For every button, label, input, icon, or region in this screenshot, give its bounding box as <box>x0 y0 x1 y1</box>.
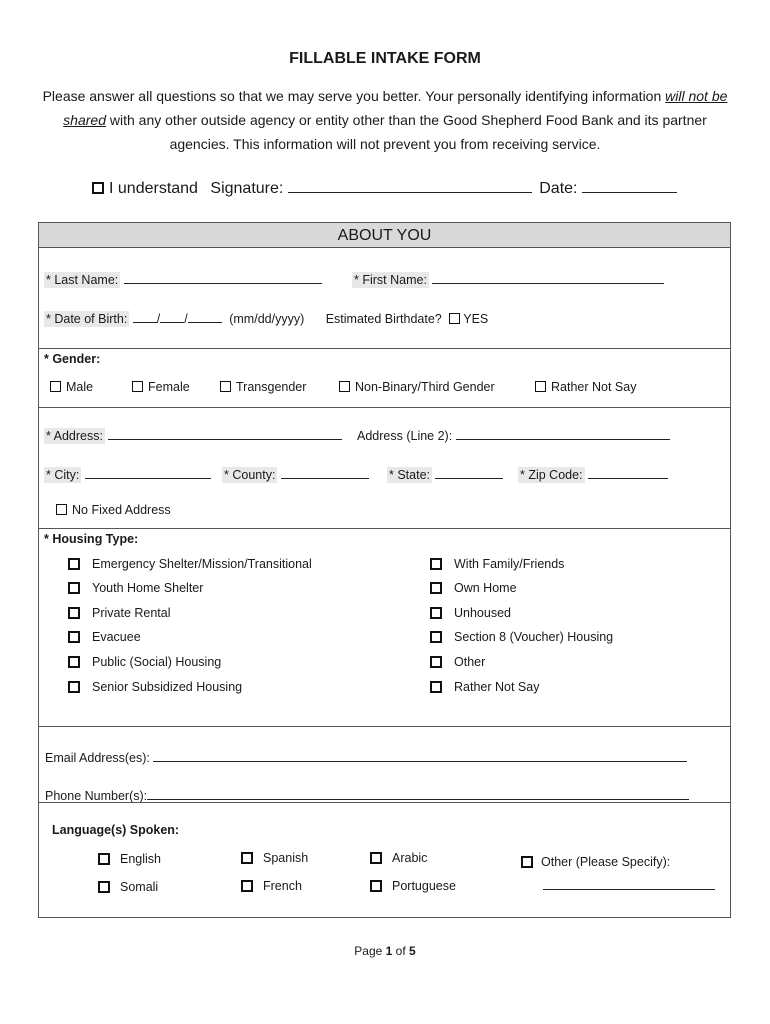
gender-option-label: Male <box>66 380 94 394</box>
state-field[interactable] <box>435 465 503 479</box>
address2-row <box>357 426 670 443</box>
first-name-row <box>352 270 664 287</box>
language-option-label: Portuguese <box>392 879 456 893</box>
state-label: * State: <box>389 468 430 482</box>
checkbox[interactable] <box>430 681 442 693</box>
language-label: Language(s) Spoken: <box>52 823 180 837</box>
housing-option-label: Unhoused <box>454 606 511 620</box>
language-other-label: Other (Please Specify): <box>541 855 671 869</box>
housing-label: * Housing Type: <box>44 532 139 546</box>
housing-option[interactable] <box>430 630 613 644</box>
first-name-label: * First Name: <box>354 273 427 287</box>
housing-option[interactable] <box>430 606 511 620</box>
checkbox[interactable] <box>430 607 442 619</box>
checkbox[interactable] <box>241 880 253 892</box>
address-label: * Address: <box>46 429 103 443</box>
zip-label: * Zip Code: <box>520 468 583 482</box>
dob-day-field[interactable] <box>160 309 184 323</box>
page-word: Page <box>354 944 383 958</box>
housing-option[interactable] <box>68 680 242 694</box>
housing-option-label: Emergency Shelter/Mission/Transitional <box>92 557 312 571</box>
no-fixed-address-label: No Fixed Address <box>72 503 171 517</box>
gender-option-label: Female <box>148 380 190 394</box>
gender-label: * Gender: <box>44 352 101 366</box>
checkbox[interactable] <box>521 856 533 868</box>
page-number: 1 <box>385 944 393 958</box>
phone-label: Phone Number(s): <box>45 789 148 803</box>
housing-option[interactable] <box>68 557 312 571</box>
intro-paragraph <box>40 84 730 156</box>
phone-field[interactable] <box>147 786 689 800</box>
housing-option-label: With Family/Friends <box>454 557 565 571</box>
consent-row <box>92 179 677 198</box>
divider <box>38 528 731 529</box>
email-field[interactable] <box>153 748 687 762</box>
county-row <box>222 465 369 482</box>
address2-label: Address (Line 2): <box>357 429 453 443</box>
last-name-label: * Last Name: <box>46 273 119 287</box>
housing-option[interactable] <box>68 606 171 620</box>
checkbox[interactable] <box>98 881 110 893</box>
checkbox[interactable] <box>68 681 80 693</box>
email-label: Email Address(es): <box>45 751 150 765</box>
no-fixed-address-option[interactable] <box>56 503 171 517</box>
understand-label: I understand <box>109 180 198 197</box>
housing-option[interactable] <box>68 655 221 669</box>
checkbox[interactable] <box>68 607 80 619</box>
language-option-label: English <box>120 852 161 866</box>
county-field[interactable] <box>281 465 369 479</box>
housing-option-label: Senior Subsidized Housing <box>92 680 243 694</box>
checkbox[interactable] <box>370 880 382 892</box>
checkbox[interactable] <box>98 853 110 865</box>
intro-emphasis: will not be shared <box>63 88 728 128</box>
housing-option-label: Rather Not Say <box>454 680 540 694</box>
last-name-field[interactable] <box>124 270 322 284</box>
intro-text-1: Please answer all questions so that we may serve you better. Your personally identifying information <box>42 88 662 104</box>
signature-label: Signature: <box>210 180 284 197</box>
language-option[interactable] <box>370 851 427 865</box>
checkbox[interactable] <box>535 381 546 392</box>
understand-checkbox[interactable] <box>92 182 104 194</box>
checkbox[interactable] <box>370 852 382 864</box>
gender-option-female[interactable] <box>132 380 190 394</box>
gender-option-label: Rather Not Say <box>551 380 637 394</box>
first-name-field[interactable] <box>432 270 664 284</box>
housing-option-label: Youth Home Shelter <box>92 581 204 595</box>
housing-option[interactable] <box>430 581 517 595</box>
gender-option-nonbinary[interactable] <box>339 380 495 394</box>
language-option-label: French <box>263 879 302 893</box>
about-you-header: ABOUT YOU <box>39 223 730 248</box>
address-field[interactable] <box>108 426 342 440</box>
form-title: FILLABLE INTAKE FORM <box>289 50 481 67</box>
of-word: of <box>395 944 406 958</box>
city-row <box>44 465 211 482</box>
date-field[interactable] <box>582 179 677 193</box>
email-row <box>45 748 687 765</box>
intro-text-2: with any other outside agency or entity other than the Good Shepherd Food Bank and its partner agencies. This information will not prevent you from receiving service. <box>105 112 707 152</box>
date-label: Date: <box>539 180 578 197</box>
language-option[interactable] <box>370 879 456 893</box>
checkbox[interactable] <box>430 631 442 643</box>
gender-option-label: Transgender <box>236 380 307 394</box>
housing-option-label: Other <box>454 655 486 669</box>
state-row <box>387 465 503 482</box>
housing-option[interactable] <box>430 557 564 571</box>
housing-option-label: Private Rental <box>92 606 171 620</box>
checkbox[interactable] <box>68 656 80 668</box>
housing-option-label: Evacuee <box>92 630 141 644</box>
gender-option-transgender[interactable] <box>220 380 306 394</box>
checkbox[interactable] <box>132 381 143 392</box>
city-field[interactable] <box>85 465 211 479</box>
language-option[interactable] <box>98 852 161 866</box>
phone-row <box>45 786 689 803</box>
language-option[interactable] <box>98 880 158 894</box>
checkbox[interactable] <box>50 381 61 392</box>
est-birthdate-yes: YES <box>463 312 489 326</box>
page-indicator <box>0 944 770 958</box>
language-option[interactable] <box>241 879 302 893</box>
divider <box>38 407 731 408</box>
gender-option-male[interactable] <box>50 380 93 394</box>
checkbox[interactable] <box>430 656 442 668</box>
gender-option-rather-not-say[interactable] <box>535 380 636 394</box>
divider <box>38 726 731 727</box>
dob-year-field[interactable] <box>188 309 222 323</box>
housing-option[interactable] <box>430 655 485 669</box>
language-option-label: Somali <box>120 880 159 894</box>
checkbox[interactable] <box>68 582 80 594</box>
housing-option[interactable] <box>430 680 539 694</box>
dob-label: * Date of Birth: <box>46 312 128 326</box>
checkbox[interactable] <box>339 381 350 392</box>
language-other-option[interactable] <box>521 855 670 869</box>
language-option[interactable] <box>241 851 308 865</box>
est-birthdate-label: Estimated Birthdate? <box>325 312 442 326</box>
page-total: 5 <box>409 944 416 958</box>
gender-option-label: Non-Binary/Third Gender <box>355 380 495 394</box>
language-option-label: Spanish <box>263 851 309 865</box>
est-birthdate-checkbox[interactable] <box>449 313 460 324</box>
dob-format: (mm/dd/yyyy) <box>229 312 305 326</box>
last-name-row <box>44 270 322 287</box>
city-label: * City: <box>46 468 80 482</box>
address2-field[interactable] <box>456 426 670 440</box>
checkbox[interactable] <box>430 582 442 594</box>
signature-field[interactable] <box>288 179 532 193</box>
address-row <box>44 426 342 443</box>
dob-row: * Date of Birth: / / (mm/dd/yyyy) Estimated Birthdate? YES <box>44 309 488 326</box>
checkbox[interactable] <box>68 558 80 570</box>
housing-option-label: Section 8 (Voucher) Housing <box>454 630 614 644</box>
checkbox[interactable] <box>241 852 253 864</box>
language-other-field[interactable] <box>543 876 715 890</box>
checkbox[interactable] <box>430 558 442 570</box>
housing-option[interactable] <box>68 581 203 595</box>
divider <box>38 802 731 803</box>
dob-month-field[interactable] <box>133 309 157 323</box>
zip-row <box>518 465 668 482</box>
checkbox[interactable] <box>56 504 67 515</box>
housing-option-label: Public (Social) Housing <box>92 655 222 669</box>
housing-option[interactable] <box>68 630 141 644</box>
county-label: * County: <box>224 468 276 482</box>
language-option-label: Arabic <box>392 851 428 865</box>
divider <box>38 348 731 349</box>
checkbox[interactable] <box>220 381 231 392</box>
housing-option-label: Own Home <box>454 581 517 595</box>
checkbox[interactable] <box>68 631 80 643</box>
zip-field[interactable] <box>588 465 668 479</box>
